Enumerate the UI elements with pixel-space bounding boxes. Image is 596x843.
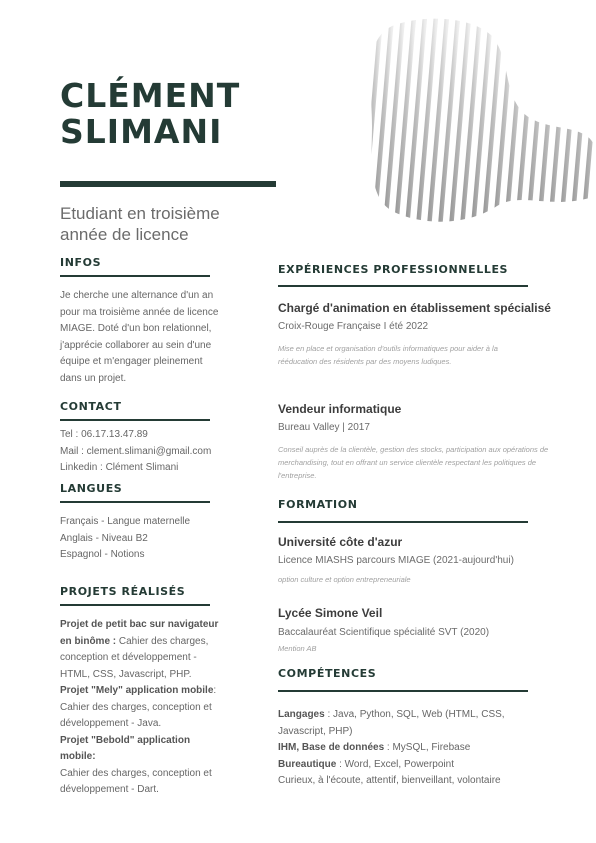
contact-block — [60, 427, 240, 477]
last-name: SLIMANI — [60, 112, 223, 151]
competences-rule — [278, 690, 528, 692]
competences-list — [278, 707, 518, 790]
contact-email: Mail : clement.slimani@gmail.com — [60, 445, 212, 457]
skill-item — [278, 707, 518, 740]
first-name: CLÉMENT — [60, 76, 241, 115]
skill-item — [278, 740, 518, 757]
formation-description: Mention AB — [278, 644, 317, 653]
formation-rule — [278, 521, 528, 523]
experience-title: Chargé d'animation en établissement spécialisé — [278, 301, 551, 315]
skill-value: : Word, Excel, Powerpoint — [336, 758, 454, 770]
experience-subtitle: Bureau Valley | 2017 — [278, 422, 370, 433]
skill-item: Curieux, à l'écoute, attentif, bienveillant, volontaire — [278, 775, 501, 786]
formation-subtitle: Baccalauréat Scientifique spécialité SVT (2020) — [278, 627, 490, 638]
contact-linkedin: Linkedin : Clément Slimani — [60, 462, 179, 473]
language-item: Français - Langue maternelle — [60, 516, 191, 527]
skill-item — [278, 757, 518, 774]
candidate-name — [60, 78, 240, 150]
contact-phone: Tel : 06.17.13.47.89 — [60, 429, 148, 440]
project-desc: Cahier des charges, conception et développement - HTML, CSS, Javascript, PHP. — [60, 635, 209, 680]
skill-label: IHM, Base de données — [278, 742, 385, 753]
infos-text: Je cherche une alternance d'un an pour ma troisième année de licence MIAGE. Doté d'un bon relationnel, j'apprécie collaborer au sein d'une équipe et m'engager pleinement dans un projet. — [60, 290, 219, 384]
infos-rule — [60, 275, 210, 277]
decorative-stripes-shape — [352, 16, 596, 228]
project-desc: : Cahier des charges, conception et développement - Java. — [60, 685, 217, 729]
langues-list — [60, 514, 240, 564]
language-item: Anglais - Niveau B2 — [60, 532, 148, 544]
project-title: Projet "Mely" application mobile — [60, 685, 214, 696]
projets-rule — [60, 604, 210, 606]
contact-rule — [60, 419, 210, 421]
formation-description: option culture et option entrepreneuriale — [278, 575, 411, 584]
skill-value: : MySQL, Firebase — [384, 742, 471, 753]
experience-title: Vendeur informatique — [278, 402, 402, 416]
language-item: Espagnol - Notions — [60, 549, 145, 560]
formation-title: Lycée Simone Veil — [278, 606, 383, 620]
formation-heading: FORMATION — [278, 498, 358, 511]
name-underline — [60, 181, 276, 187]
langues-heading: LANGUES — [60, 482, 123, 495]
project-item — [60, 617, 220, 683]
formation-title: Université côte d'azur — [278, 535, 403, 549]
project-desc: Cahier des charges, conception et développement - Dart. — [60, 767, 212, 795]
project-item — [60, 733, 220, 799]
projets-list — [60, 617, 220, 799]
formation-subtitle: Licence MIASHS parcours MIAGE (2021-aujourd'hui) — [278, 555, 514, 566]
langues-rule — [60, 501, 210, 503]
infos-heading: INFOS — [60, 256, 102, 269]
skill-value: : Java, Python, SQL, Web (HTML, CSS, Javascript, PHP) — [278, 709, 505, 737]
competences-heading: COMPÉTENCES — [278, 667, 377, 680]
projets-heading: PROJETS RÉALISÉS — [60, 585, 186, 598]
skill-label: Bureautique — [278, 758, 337, 770]
project-title: Projet de petit bac sur navigateur en binôme : — [60, 619, 219, 647]
candidate-subtitle: Etudiant en troisième année de licence — [60, 204, 220, 244]
experience-description: Conseil auprès de la clientèle, gestion des stocks, participation aux opérations de merchandising, tout en offrant un service clientèle respectant les politiques de l'entreprise. — [278, 445, 549, 480]
experience-description: Mise en place et organisation d'outils informatiques pour aider à la rééducation des résidents par des moyens ludiques. — [278, 344, 498, 366]
skill-label: Langages — [278, 709, 325, 720]
experience-subtitle: Croix-Rouge Française I été 2022 — [278, 321, 429, 332]
experiences-rule — [278, 285, 528, 287]
project-title: Projet "Bebold" application mobile: — [60, 734, 191, 762]
project-item — [60, 683, 220, 733]
contact-heading: CONTACT — [60, 400, 122, 413]
experiences-heading: EXPÉRIENCES PROFESSIONNELLES — [278, 263, 509, 276]
